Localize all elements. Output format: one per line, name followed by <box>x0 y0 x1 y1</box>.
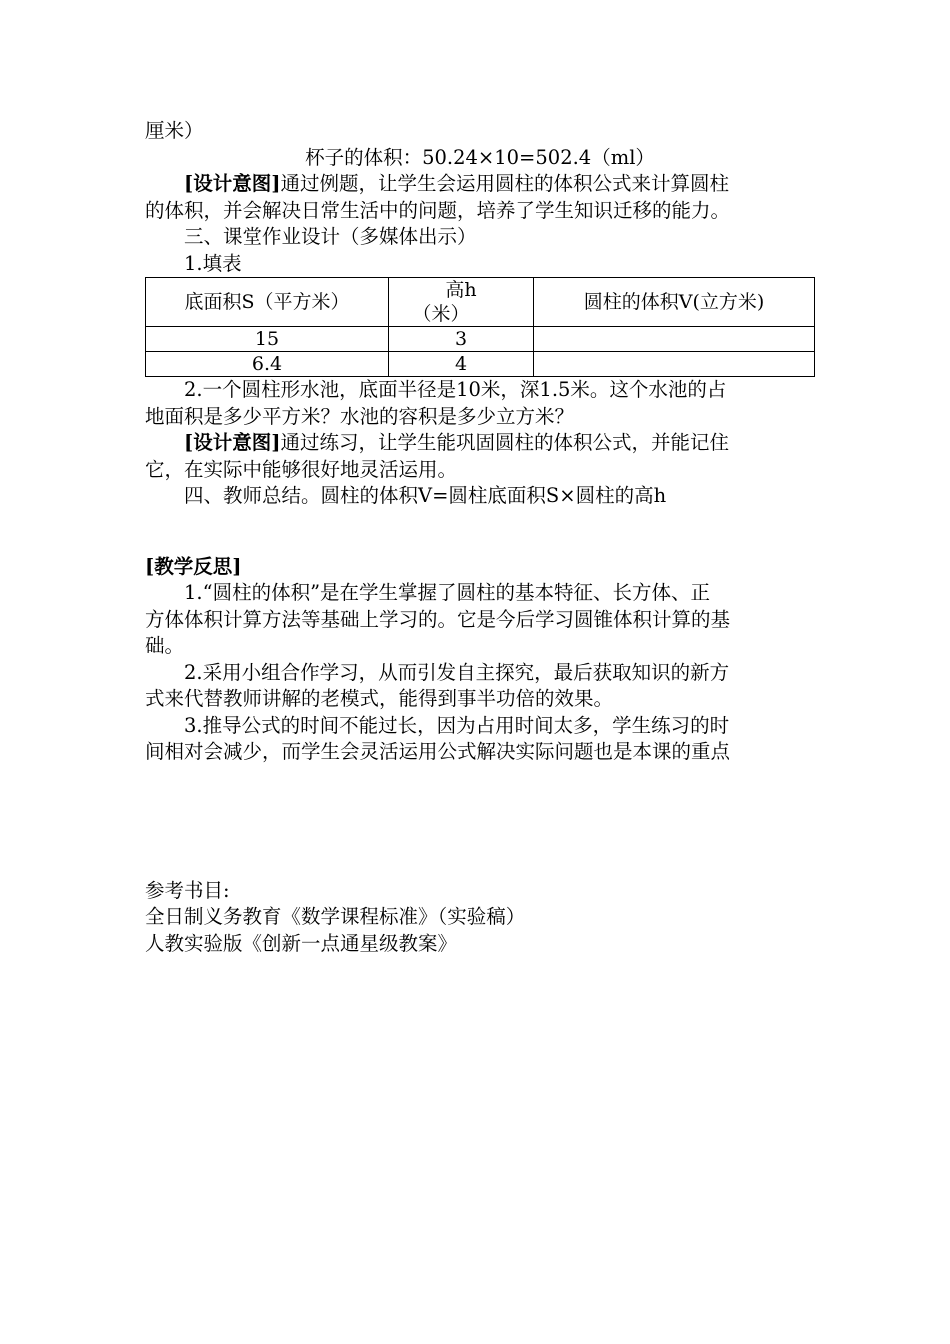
reflection-p2-line1: 2.采用小组合作学习，从而引发自主探究，最后获取知识的新方 <box>184 660 730 684</box>
header-height-unit: （米） <box>412 303 470 325</box>
design-intent-label: [设计意图] <box>184 172 281 195</box>
reference-item: 人教实验版《创新一点通星级教案》 <box>145 931 458 955</box>
reflection-p1-line2: 方体体积计算方法等基础上学习的。它是今后学习圆锥体积计算的基 <box>145 607 731 631</box>
fill-in-table <box>145 277 815 377</box>
header-base-area: 底面积S（平方米） <box>146 278 389 327</box>
document-page <box>145 118 815 957</box>
table-row <box>146 327 815 352</box>
cup-volume-formula: 杯子的体积：50.24×10=502.4（ml） <box>305 145 655 169</box>
design-intent-2 <box>145 430 815 457</box>
cell-height: 4 <box>389 352 534 377</box>
table-header-row <box>146 278 815 327</box>
section-3-heading: 三、课堂作业设计（多媒体出示） <box>184 225 477 248</box>
design-intent-text: 通过例题，让学生会运用圆柱的体积公式来计算圆柱 <box>280 172 729 195</box>
table-row <box>146 352 815 377</box>
cell-height: 3 <box>389 327 534 352</box>
reflection-p3-line1: 3.推导公式的时间不能过长，因为占用时间太多，学生练习的时 <box>184 713 730 737</box>
reflection-p1-line1: 1.“圆柱的体积”是在学生掌握了圆柱的基本特征、长方体、正 <box>184 581 711 604</box>
design-intent-text: 通过练习，让学生能巩固圆柱的体积公式，并能记住 <box>280 431 729 454</box>
reference-item: 全日制义务教育《数学课程标准》（实验稿） <box>145 905 526 928</box>
reflection-title: [教学反思] <box>145 554 242 578</box>
design-intent-1-cont: 的体积，并会解决日常生活中的问题，培养了学生知识迁移的能力。 <box>145 198 731 222</box>
cell-base-area: 6.4 <box>146 352 389 377</box>
question-1-title: 1.填表 <box>184 251 242 275</box>
text-line: 厘米） <box>145 119 204 142</box>
design-intent-label: [设计意图] <box>184 431 281 454</box>
header-height-label: 高h <box>445 279 477 301</box>
reflection-p3-line2: 间相对会减少，而学生会灵活运用公式解决实际问题也是本课的重点 <box>145 740 731 763</box>
design-intent-2-cont: 它，在实际中能够很好地灵活运用。 <box>145 457 458 481</box>
section-4-summary: 四、教师总结。圆柱的体积V=圆柱底面积S×圆柱的高h <box>184 484 667 507</box>
cell-base-area: 15 <box>146 327 389 352</box>
header-height <box>389 278 534 327</box>
references-title: 参考书目: <box>145 878 230 902</box>
reflection-p1-line3: 础。 <box>145 634 185 657</box>
question-2-line2: 地面积是多少平方米？水池的容积是多少立方米？ <box>145 404 575 428</box>
cell-volume[interactable] <box>534 352 815 377</box>
header-volume: 圆柱的体积V(立方米) <box>534 278 815 327</box>
question-2-line1: 2.一个圆柱形水池，底面半径是10米，深1.5米。这个水池的占 <box>184 378 727 401</box>
design-intent-1 <box>145 171 815 198</box>
cell-volume[interactable] <box>534 327 815 352</box>
reflection-p2-line2: 式来代替教师讲解的老模式，能得到事半功倍的效果。 <box>145 687 614 710</box>
